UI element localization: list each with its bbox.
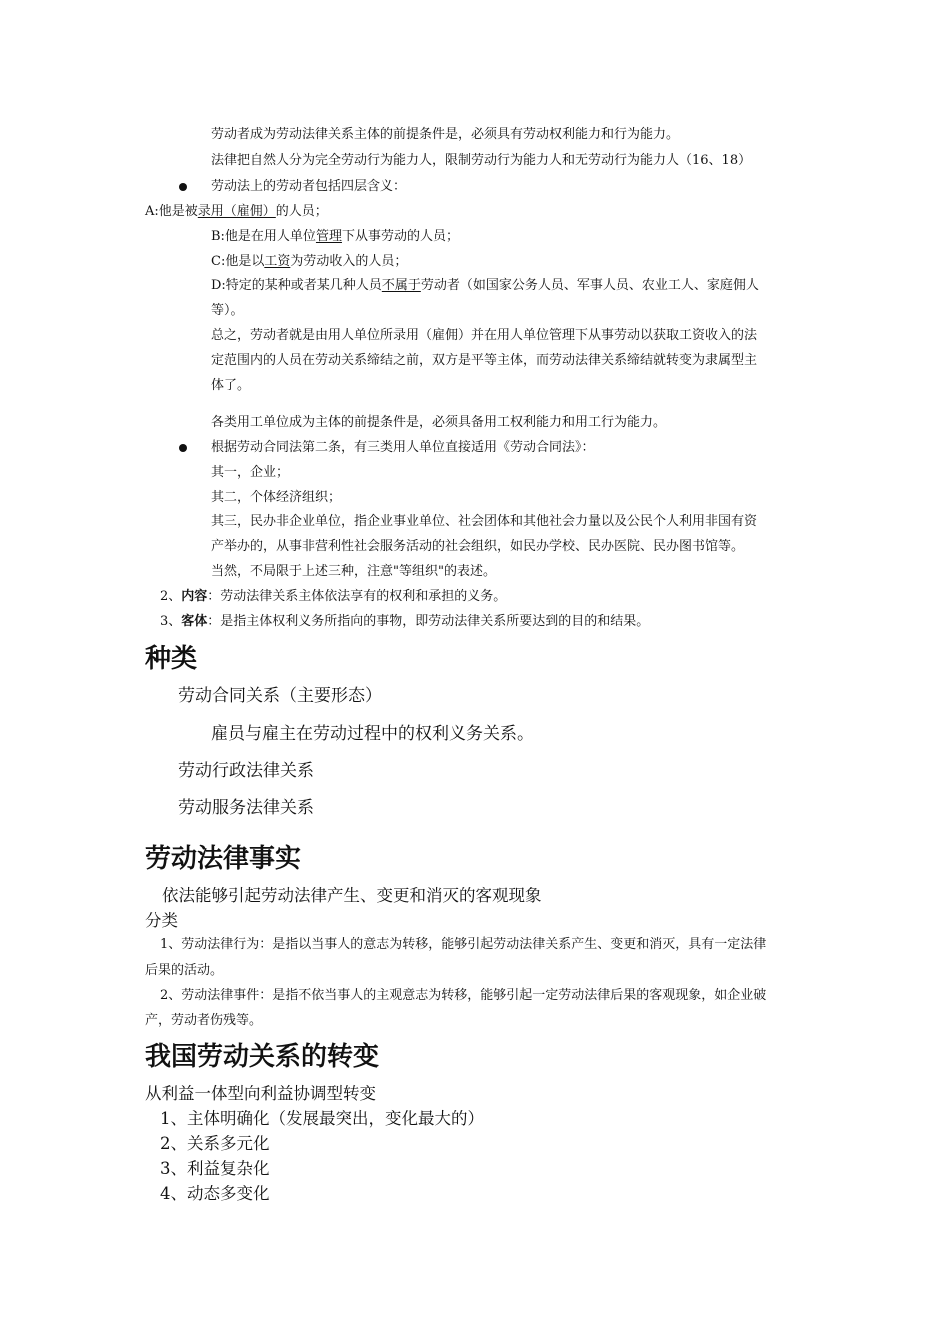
meaning-d-prefix: D:特定的某种或者某几种人员 bbox=[211, 278, 382, 293]
item-object-text: ：是指主体权利义务所指向的事物，即劳动法律关系所要达到的目的和结果。 bbox=[207, 614, 650, 629]
legal-facts-definition: 依法能够引起劳动法律产生、变更和消灭的客观现象 bbox=[162, 886, 542, 905]
legal-facts-category-label: 分类 bbox=[145, 911, 178, 930]
employer-type-note: 当然，不局限于上述三种，注意"等组织"的表述。 bbox=[211, 564, 496, 579]
item-object-number: 3、 bbox=[160, 614, 182, 629]
relations-change-item: 3、利益复杂化 bbox=[160, 1159, 270, 1178]
kind-administrative: 劳动行政法律关系 bbox=[178, 761, 314, 781]
meaning-c-suffix: 为劳动收入的人员； bbox=[290, 254, 408, 269]
meaning-c-underlined: 工资 bbox=[264, 254, 291, 269]
summary-line-2: 定范围内的人员在劳动关系缔结之前，双方是平等主体，而劳动法律关系缔结就转变为隶属型主 bbox=[211, 353, 758, 368]
kind-labor-contract: 劳动合同关系（主要形态） bbox=[178, 686, 382, 706]
meaning-b-underlined: 管理 bbox=[315, 229, 342, 244]
relations-change-item: 4、动态多变化 bbox=[160, 1184, 270, 1203]
item-content-text: ：劳动法律关系主体依法享有的权利和承担的义务。 bbox=[207, 589, 507, 604]
kind-labor-contract-desc: 雇员与雇主在劳动过程中的权利义务关系。 bbox=[211, 724, 534, 744]
meaning-c bbox=[211, 255, 407, 268]
paragraph-worker-precondition: 劳动者成为劳动法律关系主体的前提条件是，必须具有劳动权利能力和行为能力。 bbox=[211, 127, 680, 142]
meaning-b bbox=[211, 230, 459, 243]
meaning-a-prefix: A:他是被 bbox=[145, 204, 198, 219]
heading-relations-change: 我国劳动关系的转变 bbox=[145, 1042, 380, 1072]
meaning-d-suffix: 劳动者（如国家公务人员、军事人员、农业工人、家庭佣人 bbox=[420, 278, 759, 293]
legal-act-line-1: 1、劳动法律行为：是指以当事人的意志为转移，能够引起劳动法律关系产生、变更和消灭，具有一定法律 bbox=[160, 937, 767, 952]
item-object bbox=[160, 615, 649, 628]
item-content bbox=[160, 590, 506, 603]
summary-line-1: 总之，劳动者就是由用人单位所录用（雇佣）并在用人单位管理下从事劳动以获取工资收入的法 bbox=[211, 328, 758, 343]
bullet-dot bbox=[179, 183, 187, 191]
meaning-c-prefix: C:他是以 bbox=[211, 254, 265, 269]
legal-act-line-2: 后果的活动。 bbox=[145, 963, 224, 978]
employer-type-1: 其一，企业； bbox=[211, 465, 290, 480]
item-object-term: 客体 bbox=[181, 614, 208, 629]
meaning-d-continuation: 等）。 bbox=[211, 303, 244, 318]
meaning-a-underlined: 录用（雇佣） bbox=[197, 204, 276, 219]
heading-legal-facts: 劳动法律事实 bbox=[145, 844, 302, 874]
meaning-b-suffix: 下从事劳动的人员； bbox=[341, 229, 459, 244]
relations-change-item: 1、主体明确化（发展最突出，变化最大的） bbox=[160, 1109, 484, 1128]
summary-line-3: 体了。 bbox=[211, 378, 251, 393]
bullet-worker-meanings: 劳动法上的劳动者包括四层含义： bbox=[211, 179, 407, 194]
item-content-number: 2、 bbox=[160, 589, 182, 604]
relations-change-intro: 从利益一体型向利益协调型转变 bbox=[145, 1084, 376, 1103]
employer-type-3-line-2: 产举办的，从事非营利性社会服务活动的社会组织，如民办学校、民办医院、民办图书馆等。 bbox=[211, 539, 745, 554]
meaning-a bbox=[145, 205, 328, 218]
bullet-employer-types: 根据劳动合同法第二条，有三类用人单位直接适用《劳动合同法》： bbox=[211, 440, 595, 455]
kind-service: 劳动服务法律关系 bbox=[178, 798, 314, 818]
employer-type-2: 其二，个体经济组织； bbox=[211, 490, 342, 505]
meaning-d-underlined: 不属于 bbox=[381, 278, 421, 293]
heading-kinds: 种类 bbox=[145, 644, 198, 674]
bullet-dot bbox=[179, 444, 187, 452]
meaning-b-prefix: B:他是在用人单位 bbox=[211, 229, 316, 244]
employer-type-3-line-1: 其三，民办非企业单位，指企业事业单位、社会团体和其他社会力量以及公民个人利用非国有资 bbox=[211, 514, 758, 529]
legal-event-line-2: 产，劳动者伤残等。 bbox=[145, 1013, 263, 1028]
item-content-term: 内容 bbox=[181, 589, 208, 604]
legal-event-line-1: 2、劳动法律事件：是指不依当事人的主观意志为转移，能够引起一定劳动法律后果的客观现象，如企业破 bbox=[160, 988, 767, 1003]
relations-change-item: 2、关系多元化 bbox=[160, 1134, 270, 1153]
paragraph-employer-precondition: 各类用工单位成为主体的前提条件是，必须具备用工权利能力和用工行为能力。 bbox=[211, 415, 667, 430]
meaning-d bbox=[211, 279, 759, 292]
paragraph-capacity-classes: 法律把自然人分为完全劳动行为能力人，限制劳动行为能力人和无劳动行为能力人（16、18） bbox=[211, 153, 752, 168]
meaning-a-suffix: 的人员； bbox=[275, 204, 328, 219]
